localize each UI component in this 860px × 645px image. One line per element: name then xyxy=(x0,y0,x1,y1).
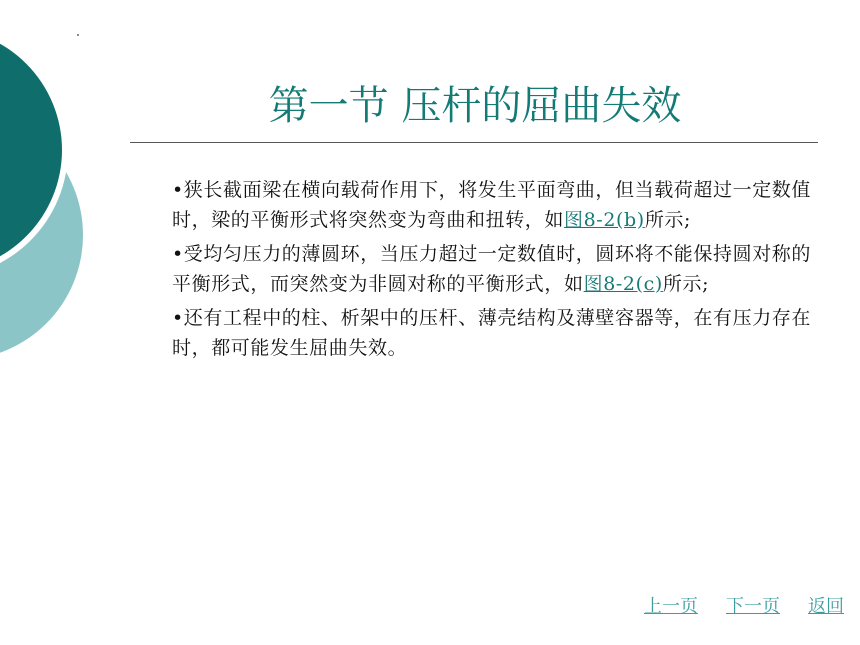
figure-link-8-2c[interactable]: 图8-2(c) xyxy=(583,273,663,295)
decorative-dot xyxy=(77,34,79,36)
paragraph-beam xyxy=(172,175,812,235)
paragraph-text-tail: 所示; xyxy=(644,209,692,231)
title-divider xyxy=(130,142,818,143)
slide-title: 第一节 压杆的屈曲失效 xyxy=(268,83,682,129)
paragraph-text-tail: 所示; xyxy=(662,273,710,295)
back-link[interactable]: 返回 xyxy=(808,596,844,617)
slide-navigation xyxy=(644,592,844,618)
paragraph-structures xyxy=(172,303,812,363)
paragraph-ring xyxy=(172,239,812,299)
figure-link-8-2b[interactable]: 图8-2(b) xyxy=(564,209,645,231)
paragraph-text: •狭长截面梁在横向载荷作用下，将发生平面弯曲，但当载荷超过一定数值时，梁的平衡形式将突然变为弯曲和扭转，如 xyxy=(172,179,812,231)
paragraph-text: •还有工程中的柱、析架中的压杆、薄壳结构及薄壁容器等，在有压力存在时，都可能发生屈曲失效。 xyxy=(172,307,812,359)
paragraph-text: •受均匀压力的薄圆环，当压力超过一定数值时，圆环将不能保持圆对称的平衡形式，而突然变为非圆对称的平衡形式，如 xyxy=(172,243,812,295)
slide-content xyxy=(172,175,812,367)
next-page-link[interactable]: 下一页 xyxy=(726,596,780,617)
prev-page-link[interactable]: 上一页 xyxy=(644,596,698,617)
decorative-circles xyxy=(0,0,200,360)
